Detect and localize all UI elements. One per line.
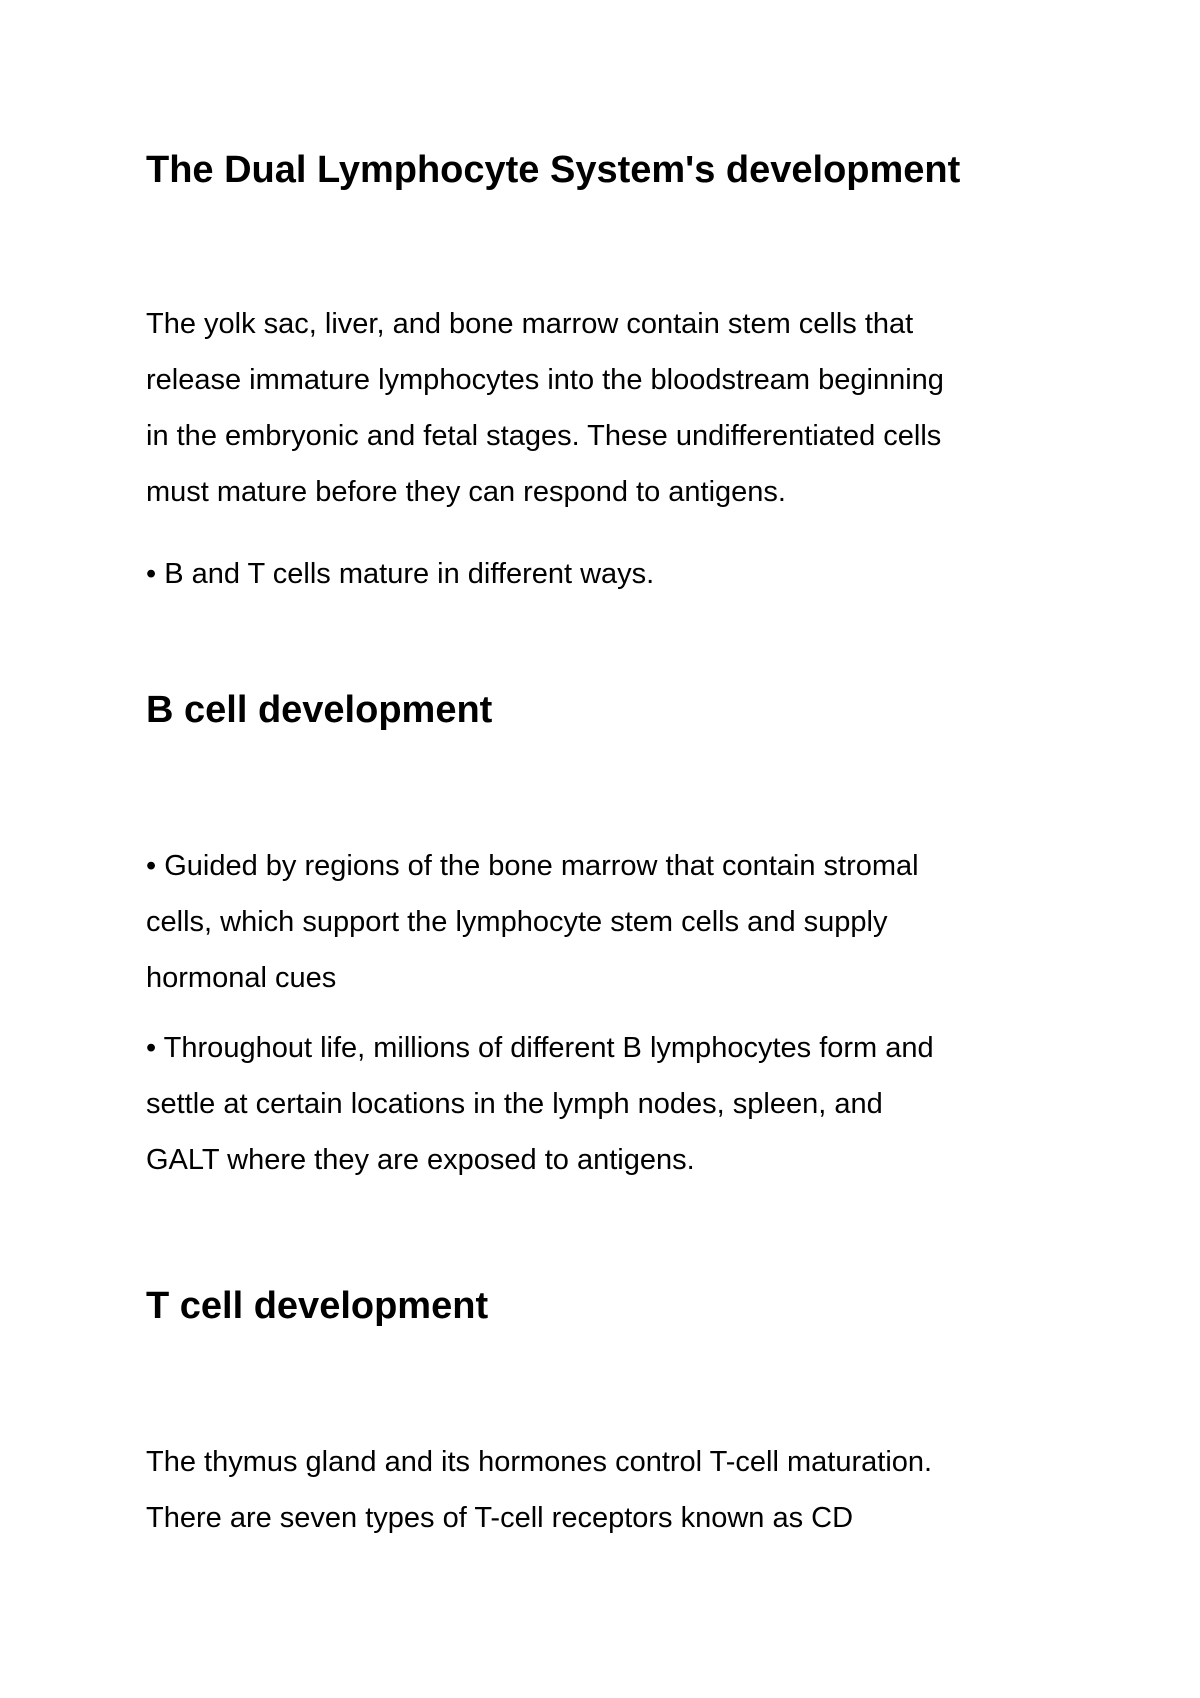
b-cell-bullet-2-line-1: • Throughout life, millions of different B lymphocytes form and: [146, 1032, 934, 1064]
intro-line-2: release immature lymphocytes into the bloodstream beginning: [146, 364, 944, 396]
intro-bullet: [146, 546, 1076, 602]
intro-paragraph: [146, 296, 1076, 520]
t-cell-line-1: The thymus gland and its hormones control T-cell maturation.: [146, 1446, 933, 1478]
b-cell-bullet-1: [146, 838, 1076, 1006]
t-cell-line-2: There are seven types of T-cell receptors known as CD: [146, 1502, 854, 1534]
b-cell-bullet-1-line-1: • Guided by regions of the bone marrow that contain stromal: [146, 850, 919, 882]
b-cell-heading: B cell development: [146, 689, 493, 731]
intro-line-1: The yolk sac, liver, and bone marrow contain stem cells that: [146, 308, 914, 340]
b-cell-bullet-1-line-3: hormonal cues: [146, 962, 337, 994]
intro-bullet-line-1: • B and T cells mature in different ways.: [146, 558, 655, 590]
intro-line-3: in the embryonic and fetal stages. These undifferentiated cells: [146, 420, 942, 452]
b-cell-bullet-2: [146, 1020, 1076, 1188]
intro-line-4: must mature before they can respond to antigens.: [146, 476, 786, 508]
t-cell-paragraph: [146, 1434, 1076, 1546]
b-cell-bullet-2-line-2: settle at certain locations in the lymph nodes, spleen, and: [146, 1088, 883, 1120]
document-title: The Dual Lymphocyte System's development: [146, 149, 961, 191]
b-cell-bullet-2-line-3: GALT where they are exposed to antigens.: [146, 1144, 695, 1176]
t-cell-heading: T cell development: [146, 1285, 489, 1327]
b-cell-bullet-1-line-2: cells, which support the lymphocyte stem cells and supply: [146, 906, 888, 938]
